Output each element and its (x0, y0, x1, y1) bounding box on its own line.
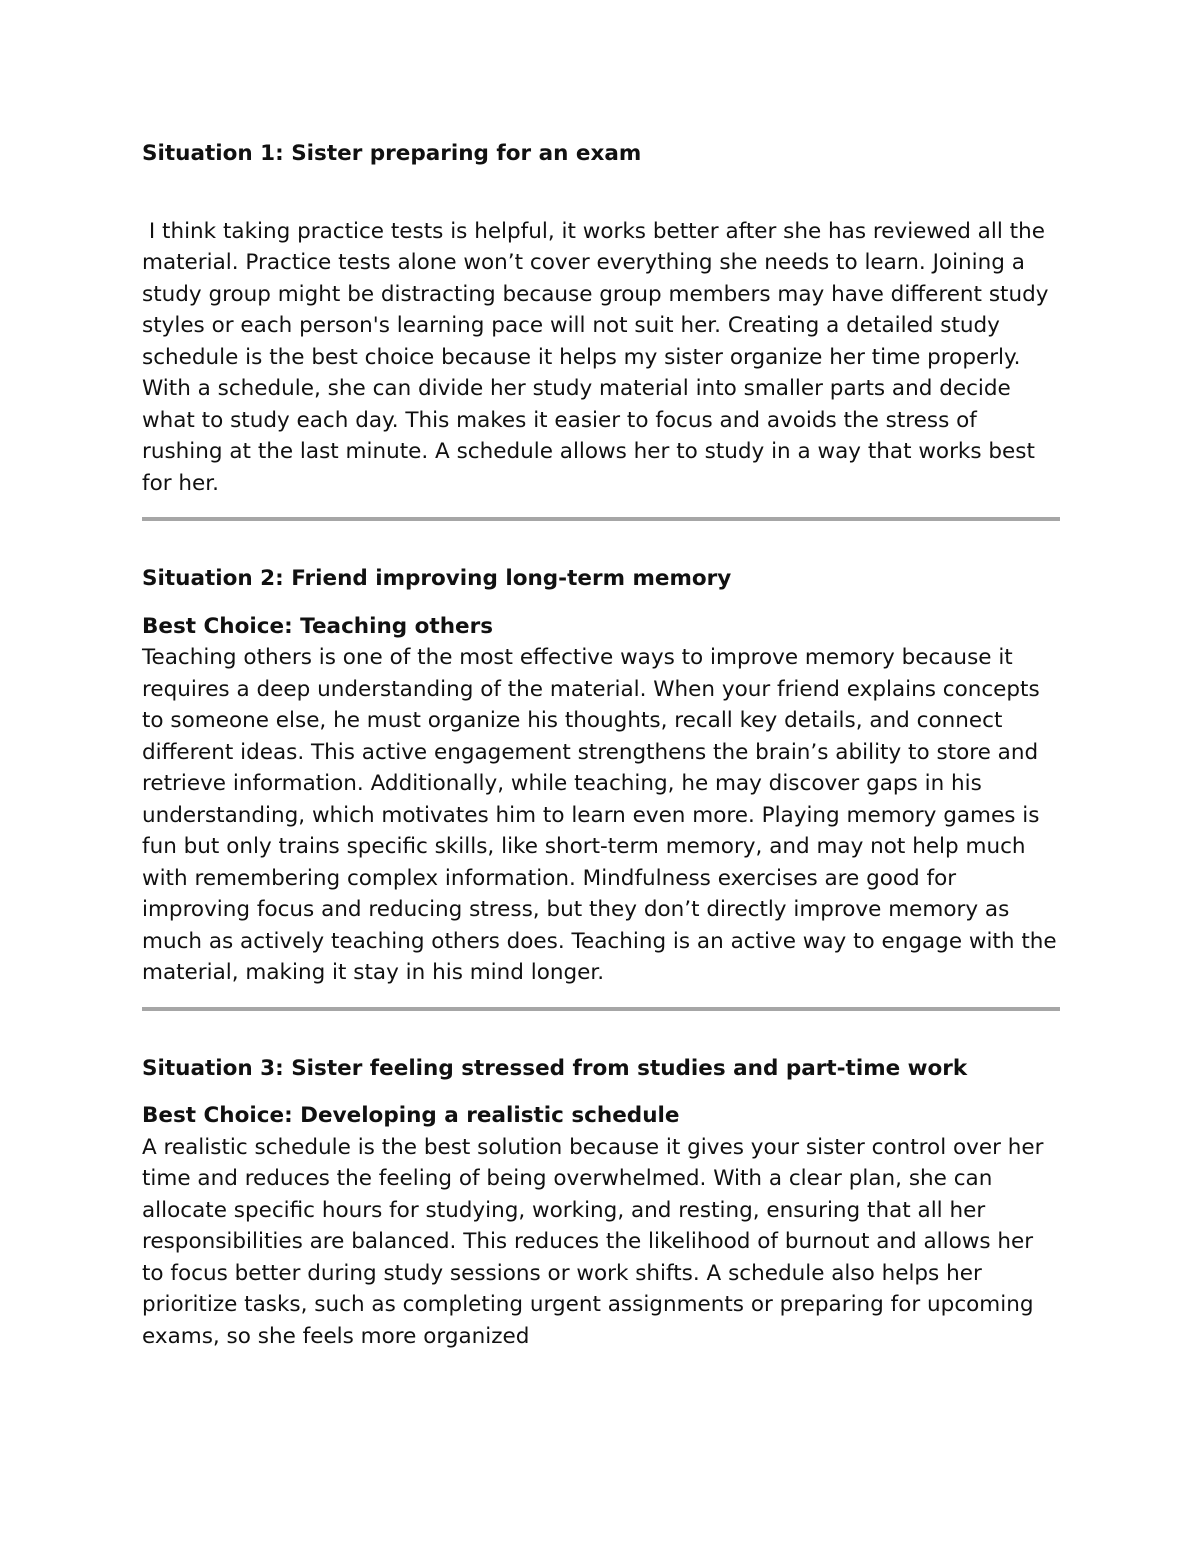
situation-3-title: Situation 3: Sister feeling stressed from studies and part-time work (142, 1055, 968, 1081)
situation-3-best-choice: Best Choice: Developing a realistic schedule (142, 1103, 680, 1128)
section-divider (142, 517, 1060, 521)
situation-3-body: A realistic schedule is the best solution because it gives your sister control over her time and reduces the feeling of being overwhelmed. With a clear plan, she can allocate specific hours for studying, working, and resting, ensuring that all her responsibilities are balanced. This reduces the likelihood of burnout and allows her to focus better during study sessions or work shifts. A schedule also helps her prioritize tasks, such as completing urgent assignments or preparing for upcoming exams, so she feels more organized (142, 1134, 1044, 1349)
situation-3-section (142, 1053, 1060, 1353)
situation-2-title: Situation 2: Friend improving long-term memory (142, 566, 732, 591)
situation-2-body: Teaching others is one of the most effective ways to improve memory because it requires a deep understanding of the material. When your friend explains concepts to someone else, he must organize his thoughts, recall key details, and connect different ideas. This active engagement strengthens the brain’s ability to store and retrieve information. Additionally, while teaching, he may discover gaps in his understanding, which motivates him to learn even more. Playing memory games is fun but only trains specific skills, like short-term memory, and may not help much with remembering complex information. Mindfulness exercises are good for improving focus and reducing stress, but they don’t directly improve memory as much as actively teaching others does. Teaching is an active way to engage with the material, making it stay in his mind longer. (142, 645, 1057, 985)
situation-1-section (142, 138, 1060, 499)
document-page (142, 138, 1060, 1352)
situation-1-title: Situation 1: Sister preparing for an exam (142, 141, 642, 166)
situation-2-section (142, 563, 1060, 989)
situation-1-body: I think taking practice tests is helpful, it works better after she has reviewed all the material. Practice tests alone won’t cover everything she needs to learn. Joining a study group might be distracting because group members may have different study styles or each person's learning pace will not suit her. Creating a detailed study schedule is the best choice because it helps my sister organize her time properly. With a schedule, she can divide her study material into smaller parts and decide what to study each day. This makes it easier to focus and avoids the stress of rushing at the last minute. A schedule allows her to study in a way that works best for her. (142, 218, 1056, 496)
situation-2-best-choice: Best Choice: Teaching others (142, 613, 494, 639)
section-divider (142, 1007, 1060, 1011)
